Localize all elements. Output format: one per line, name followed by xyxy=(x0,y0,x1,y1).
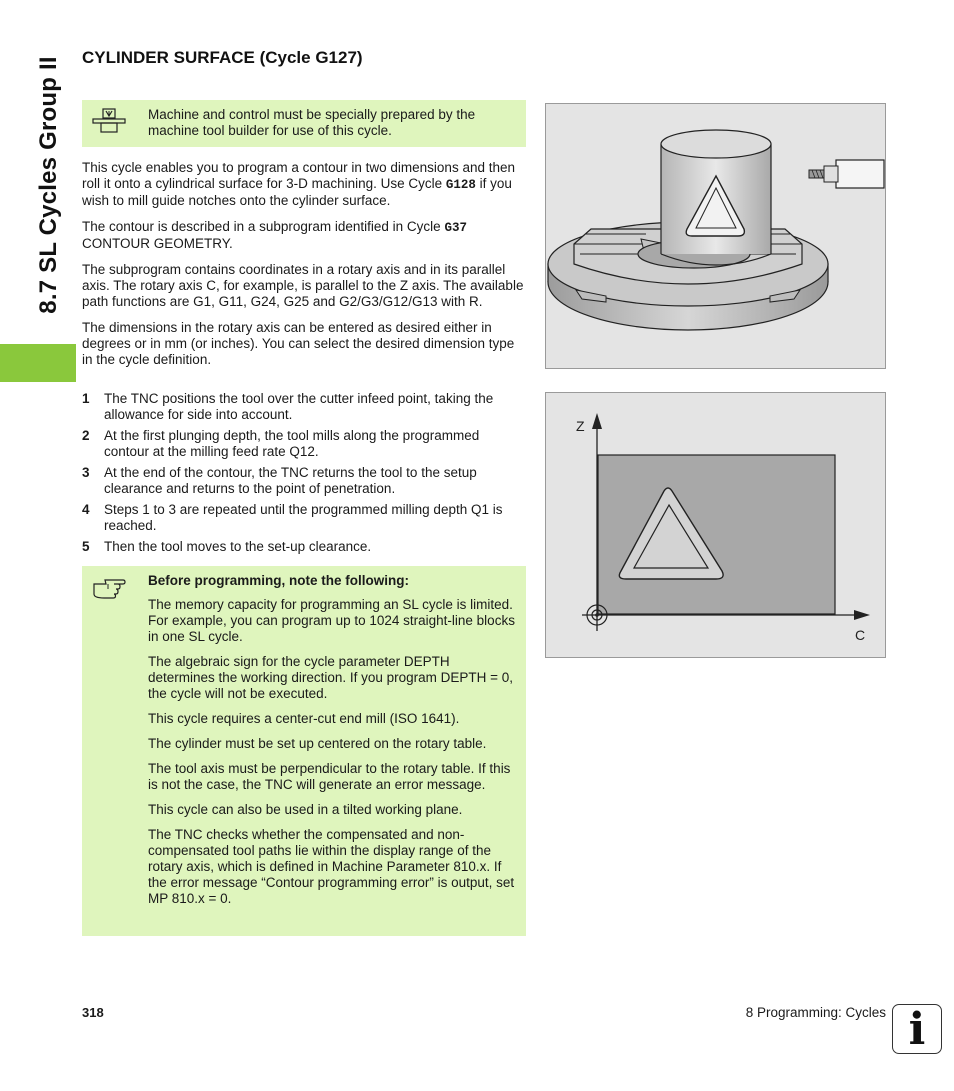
unrolled-surface-area xyxy=(598,455,835,614)
p2-text-b: CONTOUR GEOMETRY. xyxy=(82,236,233,251)
note-item: The TNC checks whether the compensated and non-compensated tool paths lie within the display range of the rotary axis, which is defined in Machine Parameter 810.x. If the error message “Contour programming error” is output, set MP 810.x = 0. xyxy=(148,827,515,906)
info-button[interactable] xyxy=(892,1004,942,1054)
programming-note xyxy=(82,566,526,936)
paragraph-1 xyxy=(82,160,526,209)
p2-text-a: The contour is described in a subprogram identified in Cycle xyxy=(82,219,445,234)
step-text: At the end of the contour, the TNC returns the tool to the setup clearance and returns to the point of penetration. xyxy=(104,465,477,496)
step-number: 4 xyxy=(82,502,90,517)
step-number: 5 xyxy=(82,539,90,554)
step-item xyxy=(82,428,526,460)
pointing-hand-icon xyxy=(92,576,126,605)
paragraph-4: The dimensions in the rotary axis can be entered as desired either in degrees or in mm (or inches). You can select the desired dimension type in the cycle definition. xyxy=(82,320,515,367)
section-heading: CYLINDER SURFACE (Cycle G127) xyxy=(82,48,363,67)
p1-text-a: This cycle enables you to program a contour in two dimensions and then roll it onto a cylindrical surface for 3-D machining. Use Cycle xyxy=(82,160,515,191)
z-axis-arrow xyxy=(592,413,602,429)
z-axis-label: Z xyxy=(576,418,585,434)
step-text: The TNC positions the tool over the cutter infeed point, taking the allowance for side into account. xyxy=(104,391,494,422)
step-item xyxy=(82,391,526,423)
p2-code: G37 xyxy=(444,221,467,235)
c-axis-arrow xyxy=(854,610,870,620)
programming-note-body xyxy=(148,573,520,916)
note-item: This cycle can also be used in a tilted working plane. xyxy=(148,802,463,817)
machine-note-text: Machine and control must be specially prepared by the machine tool builder for use of this cycle. xyxy=(148,107,476,138)
unrolled-contour-figure xyxy=(545,392,886,658)
step-number: 2 xyxy=(82,428,90,443)
unrolled-contour-diagram xyxy=(546,393,885,657)
paragraph-3: The subprogram contains coordinates in a rotary axis and in its parallel axis. The rotary axis C, for example, is parallel to the Z axis. The available path functions are G1, G11, G24, G25 and G2/G3/G12/G13 with R. xyxy=(82,262,524,309)
cylinder-illustration xyxy=(546,104,885,368)
c-axis-label: C xyxy=(855,627,866,643)
step-list xyxy=(82,391,526,560)
page-number: 318 xyxy=(82,1005,104,1020)
chapter-title-text: 8.7 SL Cycles Group II xyxy=(35,56,62,314)
p1-code: G128 xyxy=(445,178,476,192)
step-text: Steps 1 to 3 are repeated until the programmed milling depth Q1 is reached. xyxy=(104,502,503,533)
note-item: The tool axis must be perpendicular to the rotary table. If this is not the case, the TNC will generate an error message. xyxy=(148,761,511,792)
step-item xyxy=(82,539,526,555)
step-number: 3 xyxy=(82,465,90,480)
machine-note xyxy=(82,100,526,147)
step-text: At the first plunging depth, the tool mills along the programmed contour at the milling feed rate Q12. xyxy=(104,428,480,459)
intro-text xyxy=(82,160,526,378)
info-icon: i xyxy=(908,1004,926,1055)
note-item: The memory capacity for programming an SL cycle is limited. For example, you can program up to 1024 straight-line blocks in one SL cycle. xyxy=(148,597,515,644)
note-item: The algebraic sign for the cycle parameter DEPTH determines the working direction. If you program DEPTH = 0, the cycle will not be executed. xyxy=(148,654,514,701)
cylinder-figure xyxy=(545,103,886,369)
chapter-side-title xyxy=(24,40,74,330)
note-item: The cylinder must be set up centered on the rotary table. xyxy=(148,736,487,751)
p1-text-b: if you wish to mill guide notches onto the cylinder surface. xyxy=(82,176,512,208)
programming-note-title: Before programming, note the following: xyxy=(148,573,409,588)
step-item xyxy=(82,502,526,534)
step-text: Then the tool moves to the set-up clearance. xyxy=(104,539,372,554)
chapter-tab-marker xyxy=(0,344,76,382)
step-item xyxy=(82,465,526,497)
step-number: 1 xyxy=(82,391,90,406)
footer-section-title: 8 Programming: Cycles xyxy=(745,1005,886,1020)
note-item: This cycle requires a center-cut end mill (ISO 1641). xyxy=(148,711,460,726)
paragraph-2 xyxy=(82,219,526,252)
machine-icon xyxy=(92,108,126,139)
